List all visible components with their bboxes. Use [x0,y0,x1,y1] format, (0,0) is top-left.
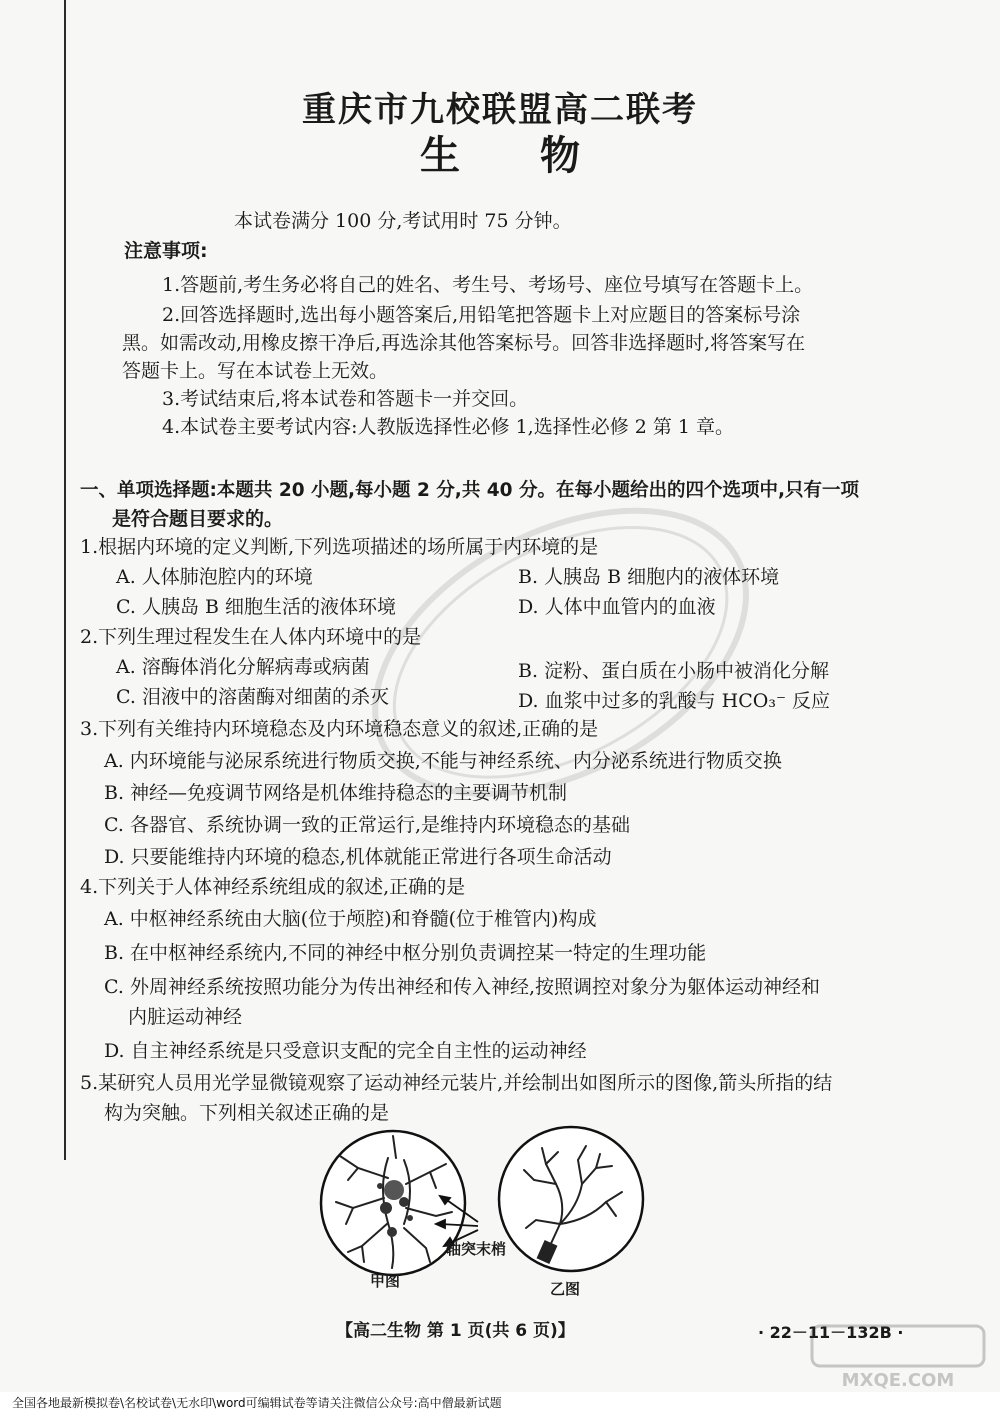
question-4-option-c-line-2: 内脏运动神经 [128,1006,243,1028]
question-1-option-b: B. 人胰岛 B 细胞内的液体环境 [518,566,780,588]
figure-yi [496,1124,646,1278]
question-3-option-a: A. 内环境能与泌尿系统进行物质交换,不能与神经系统、内分泌系统进行物质交换 [104,750,782,772]
question-2-option-b: B. 淀粉、蛋白质在小肠中被消化分解 [518,660,830,682]
question-4-option-d: D. 自主神经系统是只受意识支配的完全自主性的运动神经 [104,1040,587,1062]
notice-line-4: 答题卡上。写在本试卷上无效。 [122,360,389,382]
subject-char-1: 生 [420,133,460,179]
notice-line-3: 黑。如需改动,用橡皮擦干净后,再选涂其他答案标号。回答非选择题时,将答案写在 [122,332,806,354]
question-4-option-c-line-1: C. 外周神经系统按照功能分为传出神经和传入神经,按照调控对象分为躯体运动神经和 [104,976,820,998]
section-heading-line-1: 一、单项选择题:本题共 20 小题,每小题 2 分,共 40 分。在每小题给出的四个选项中,只有一项 [80,480,859,501]
axon-branch-diagram [496,1124,646,1274]
question-3-stem: 3.下列有关维持内环境稳态及内环境稳态意义的叙述,正确的是 [80,718,599,740]
question-3-option-b: B. 神经—免疫调节网络是机体维持稳态的主要调节机制 [104,782,568,804]
question-4-stem: 4.下列关于人体神经系统组成的叙述,正确的是 [80,876,466,898]
question-4-option-b: B. 在中枢神经系统内,不同的神经中枢分别负责调控某一特定的生理功能 [104,942,707,964]
bottom-banner-text: 全国各地最新模拟卷\名校试卷\无水印\word可编辑试卷等请关注微信公众号:高中僧最新试题 [12,1396,502,1410]
question-1-option-c: C. 人胰岛 B 细胞生活的液体环境 [116,596,396,618]
question-4-option-a: A. 中枢神经系统由大脑(位于颅腔)和脊髓(位于椎管内)构成 [104,908,597,930]
question-3-option-c: C. 各器官、系统协调一致的正常运行,是维持内环境稳态的基础 [104,814,630,836]
question-1-stem: 1.根据内环境的定义判断,下列选项描述的场所属于内环境的是 [80,536,599,558]
question-2-option-a: A. 溶酶体消化分解病毒或病菌 [116,656,370,678]
question-5-stem-line-2: 构为突触。下列相关叙述正确的是 [104,1102,390,1124]
mxqe-logo-icon [808,1322,988,1392]
exam-title: 重庆市九校联盟高二联考 [302,90,698,130]
label-figure-jia: 甲图 [370,1272,401,1290]
page-footer: 【高二生物 第 1 页(共 6 页)】 [336,1321,575,1341]
question-2-stem: 2.下列生理过程发生在人体内环境中的是 [80,626,422,648]
label-axon-terminal: 轴突末梢 [446,1240,507,1258]
notice-line-1: 1.答题前,考生务必将自己的姓名、考生号、考场号、座位号填写在答题卡上。 [162,274,814,296]
notice-line-5: 3.考试结束后,将本试卷和答题卡一并交回。 [162,388,529,410]
site-logo [808,1322,988,1392]
question-1-option-d: D. 人体中血管内的血液 [518,596,716,618]
exam-intro: 本试卷满分 100 分,考试用时 75 分钟。 [234,210,572,232]
question-2-option-d: D. 血浆中过多的乳酸与 HCO₃⁻ 反应 [518,690,831,712]
section-heading-line-2: 是符合题目要求的。 [112,508,284,530]
notice-line-6: 4.本试卷主要考试内容:人教版选择性必修 1,选择性必修 2 第 1 章。 [162,416,735,438]
question-3-option-d: D. 只要能维持内环境的稳态,机体就能正常进行各项生命活动 [104,846,612,868]
question-2-option-c: C. 泪液中的溶菌酶对细菌的杀灭 [116,686,389,708]
question-1-option-a: A. 人体肺泡腔内的环境 [116,566,313,588]
logo-text: MXQE.COM [841,1370,955,1391]
notice-heading: 注意事项: [124,240,208,262]
notice-line-2: 2.回答选择题时,选出每小题答案后,用铅笔把答题卡上对应题目的答案标号涂 [162,304,801,326]
exam-code: · 22－11－132B · [758,1323,904,1342]
label-figure-yi: 乙图 [550,1280,581,1298]
question-5-stem-line-1: 5.某研究人员用光学显微镜观察了运动神经元装片,并绘制出如图所示的图像,箭头所指的结 [80,1072,833,1094]
subject-char-2: 物 [540,133,580,179]
subject-title [0,124,1000,181]
